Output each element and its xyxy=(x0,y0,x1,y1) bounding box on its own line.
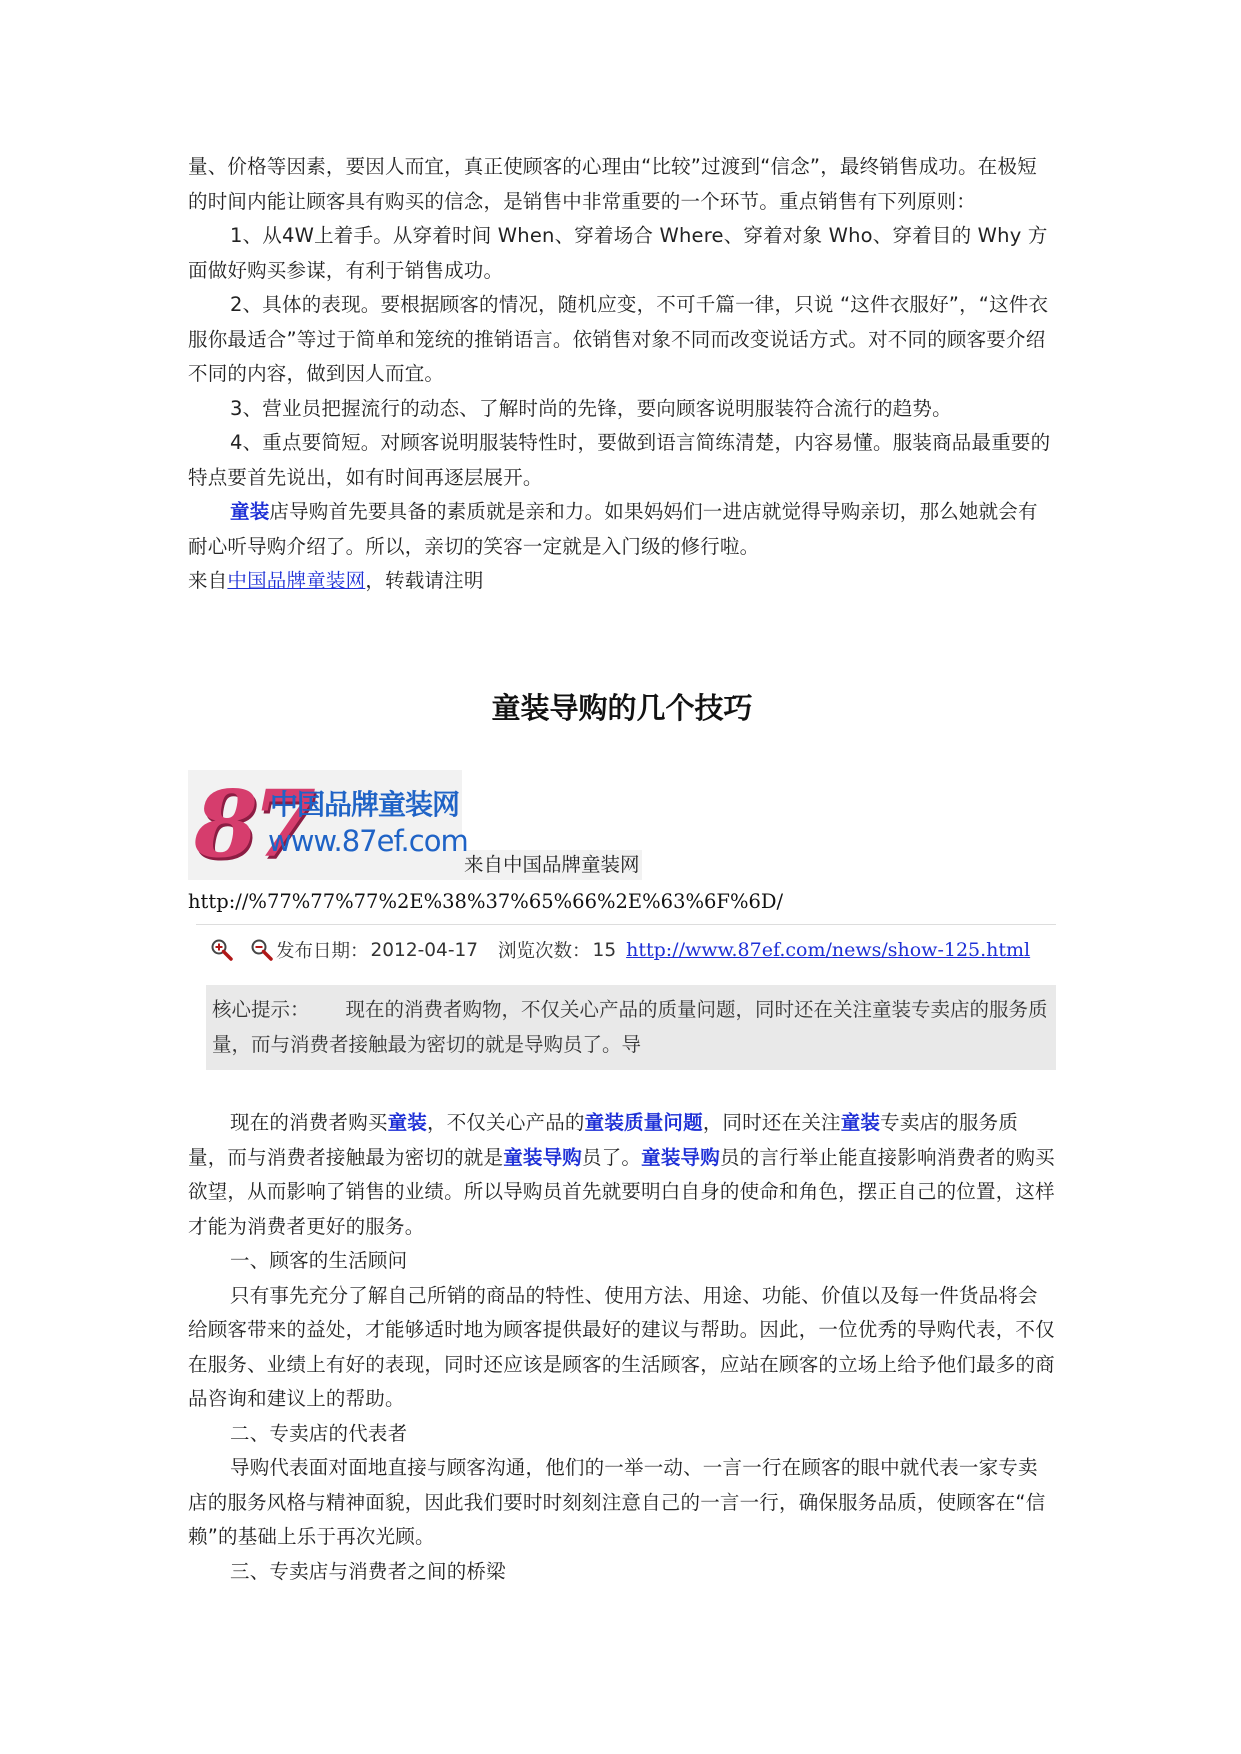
publish-date-label: 发布日期： xyxy=(276,941,369,962)
core-hint-text: 现在的消费者购物，不仅关心产品的质量问题，同时还在关注童装专卖店的服务质量，而与消费者接触最为密切的就是导购员了。导 xyxy=(212,998,1048,1056)
text-run: ，不仅关心产品的 xyxy=(427,1111,585,1134)
principle-item-4: 4、重点要简短。对顾客说明服装特性时，要做到语言简练清楚，内容易懂。服装商品最重要的特点要首先说出，如有时间再逐层展开。 xyxy=(188,431,1051,489)
text-run: 员的言行举止能直接影响消费者的购买欲望，从而影响了销售的业绩。所以导购员首先就要明白自身的使命和角色，摆正自己的位置，这样才能为消费者更好的服务。 xyxy=(188,1145,1055,1238)
document-page xyxy=(188,150,1056,1583)
logo-row xyxy=(188,770,642,880)
closing-text: 店导购首先要具备的素质就是亲和力。如果妈妈们一进店就觉得导购亲切，那么她就会有耐心听导购介绍了。所以，亲切的笑容一定就是入门级的修行啦。 xyxy=(188,500,1038,558)
paragraph-continued: 量、价格等因素，要因人而宜，真正使顾客的心理由“比较”过渡到“信念”，最终销售成功。在极短的时间内能让顾客具有购买的信念，是销售中非常重要的一个环节。重点销售有下列原则： xyxy=(188,155,1037,213)
text-run: 现在的消费者购买 xyxy=(230,1111,388,1134)
keyword-link[interactable]: 童装 xyxy=(230,500,270,523)
view-count: 15 xyxy=(592,939,617,961)
text-run: ，同时还在关注 xyxy=(702,1111,841,1134)
article-title: 童装导购的几个技巧 xyxy=(491,691,753,725)
closing-paragraph xyxy=(188,495,1056,564)
source-link[interactable]: 中国品牌童装网 xyxy=(227,569,366,592)
source-prefix: 来自 xyxy=(188,569,228,592)
logo-url: www.87ef.com xyxy=(268,824,468,858)
keyword-link[interactable]: 童装导购 xyxy=(641,1145,720,1169)
article-body xyxy=(188,1106,1056,1589)
logo-site-name: 中国品牌童装网 xyxy=(270,788,460,821)
principle-item-3: 3、营业员把握流行的动态、了解时尚的先锋，要向顾客说明服装符合流行的趋势。 xyxy=(230,396,952,420)
core-hint-label: 核心提示： xyxy=(212,998,310,1021)
article-meta-bar xyxy=(196,924,1056,975)
keyword-link[interactable]: 童装 xyxy=(387,1111,428,1134)
section-heading-3: 三、专卖店与消费者之间的桥梁 xyxy=(230,1559,506,1583)
logo-number: 87 xyxy=(194,770,311,878)
core-hint-box xyxy=(206,985,1056,1070)
section-heading-1: 一、顾客的生活顾问 xyxy=(230,1249,408,1272)
publish-date: 2012-04-17 xyxy=(370,939,479,961)
view-count-label: 浏览次数： xyxy=(498,941,591,962)
body-paragraph-1 xyxy=(188,1106,1056,1244)
keyword-link[interactable]: 童装导购 xyxy=(503,1145,583,1169)
zoom-in-icon[interactable] xyxy=(210,938,234,962)
keyword-link[interactable]: 童装 xyxy=(840,1111,881,1134)
principle-item-1: 1、从4W上着手。从穿着时间 When、穿着场合 Where、穿着对象 Who、穿着目的 Why 方面做好购买参谋，有利于销售成功。 xyxy=(188,224,1048,282)
source-note xyxy=(188,564,1056,599)
article-url-link[interactable]: http://www.87ef.com/news/show-125.html xyxy=(626,939,1031,961)
source-suffix: ，转载请注明 xyxy=(365,569,484,592)
text-run: 员了。 xyxy=(582,1145,642,1169)
logo-caption: 来自中国品牌童装网 xyxy=(462,850,642,880)
text-run: 专卖店的服务质量，而与消费者接触最为密切的就是 xyxy=(188,1111,1019,1169)
keyword-link[interactable]: 童装质量问题 xyxy=(584,1111,703,1134)
site-logo xyxy=(188,770,468,880)
body-paragraph-3: 导购代表面对面地直接与顾客沟通，他们的一举一动、一言一行在顾客的眼中就代表一家专卖店的服务风格与精神面貌，因此我们要时时刻刻注意自己的一言一行，确保服务品质，使顾客在“信赖”的基础上乐于再次光顾。 xyxy=(188,1456,1046,1548)
zoom-out-icon[interactable] xyxy=(250,938,274,962)
section-heading-2: 二、专卖店的代表者 xyxy=(230,1421,408,1445)
principle-item-2: 2、具体的表现。要根据顾客的情况，随机应变，不可千篇一律，只说 “这件衣服好”，“这件衣服你最适合”等过于简单和笼统的推销语言。依销售对象不同而改变说话方式。对不同的顾客要介绍不同的内容，做到因人而宜。 xyxy=(188,293,1049,385)
body-paragraph-2: 只有事先充分了解自己所销的商品的特性、使用方法、用途、功能、价值以及每一件货品将会给顾客带来的益处，才能够适时地为顾客提供最好的建议与帮助。因此，一位优秀的导购代表，不仅在服务、业绩上有好的表现，同时还应该是顾客的生活顾客，应站在顾客的立场上给予他们最多的商品咨询和建议上的帮助。 xyxy=(188,1283,1055,1410)
encoded-url-text: http://%77%77%77%2E%38%37%65%66%2E%63%6F%6D/ xyxy=(188,890,784,913)
